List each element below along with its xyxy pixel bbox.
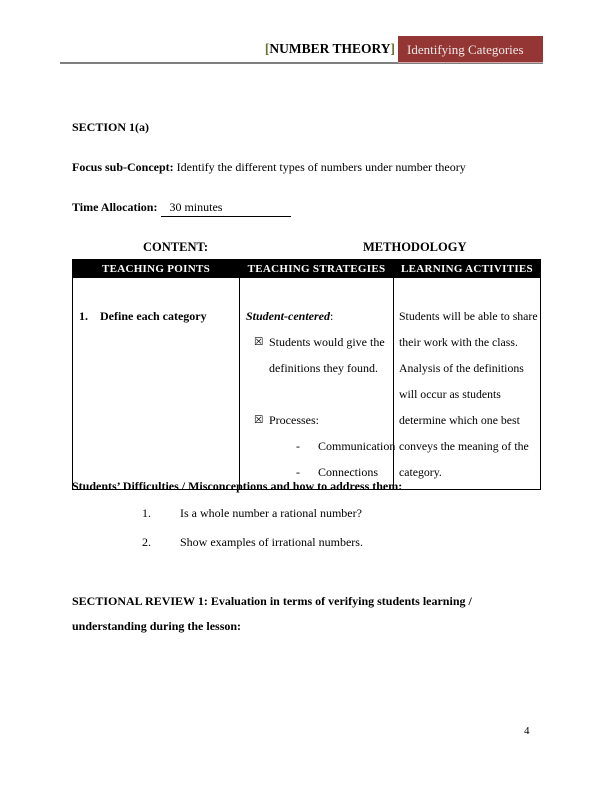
dash-bullet: - xyxy=(296,465,300,479)
time-allocation-label: Time Allocation: xyxy=(72,200,158,214)
difficulty-item-text: Show examples of irrational numbers. xyxy=(180,535,363,549)
dash-bullet: - xyxy=(296,439,300,453)
difficulty-item xyxy=(72,506,542,521)
difficulties-heading: Students’ Difficulties / Misconceptions and how to address them: xyxy=(72,479,403,493)
strategy-item-text: Processes: xyxy=(269,413,319,427)
learning-activities-text: Students will be able to share their work with the class. Analysis of the definitions will occur as students determine which one best conveys the meaning of the category. xyxy=(399,309,538,479)
strategy-bullet-item xyxy=(246,407,388,433)
checkbox-icon: ☒ xyxy=(254,414,264,426)
teaching-point-number: 1. xyxy=(79,309,88,323)
time-allocation-value: 30 minutes xyxy=(169,200,223,214)
checkbox-icon: ☒ xyxy=(254,336,264,348)
focus-text: Identify the different types of numbers under number theory xyxy=(176,160,466,174)
difficulty-item-number: 2. xyxy=(142,535,151,549)
header-bracket-close: ] xyxy=(390,41,395,56)
teaching-point-text: Define each category xyxy=(100,309,207,323)
column-header-learning-activities: LEARNING ACTIVITIES xyxy=(394,260,541,278)
strategy-bullet-item xyxy=(246,329,388,381)
focus-label: Focus sub-Concept: xyxy=(72,160,174,174)
table-row xyxy=(73,278,541,490)
difficulty-item xyxy=(72,535,542,550)
strategies-heading-colon: : xyxy=(330,309,334,323)
difficulty-item-number: 1. xyxy=(142,506,151,520)
sectional-review-text: SECTIONAL REVIEW 1: Evaluation in terms of verifying students learning / understanding during the lesson: xyxy=(72,594,472,633)
table-super-headers xyxy=(72,240,542,258)
teaching-strategies-cell xyxy=(240,278,394,490)
time-allocation-field xyxy=(161,200,291,217)
focus-sub-concept-line xyxy=(72,160,542,175)
time-allocation-line xyxy=(72,200,542,217)
strategies-heading xyxy=(246,303,388,329)
content-label: CONTENT: xyxy=(143,240,209,254)
column-header-teaching-points: TEACHING POINTS xyxy=(73,260,240,278)
difficulty-item-text: Is a whole number a rational number? xyxy=(180,506,362,520)
teaching-points-cell xyxy=(73,278,240,490)
header-bracket-open: [ xyxy=(264,41,270,56)
difficulties-section xyxy=(72,479,542,564)
learning-activities-cell xyxy=(394,278,541,490)
section-title: SECTION 1(a) xyxy=(72,120,150,134)
process-sub-item-text: Communication xyxy=(318,439,396,453)
sectional-review xyxy=(72,589,542,639)
process-sub-item-text: Connections xyxy=(318,465,378,479)
page-number: 4 xyxy=(524,725,530,737)
process-sub-item xyxy=(246,433,396,459)
document-header-title xyxy=(60,40,395,57)
strategies-heading-text: Student-centered xyxy=(246,309,330,323)
column-header-teaching-strategies: TEACHING STRATEGIES xyxy=(240,260,394,278)
strategy-item-text: Students would give the definitions they found. xyxy=(269,335,385,375)
header-badge: Identifying Categories xyxy=(398,36,543,63)
methodology-label: METHODOLOGY xyxy=(363,240,467,254)
table-header-row xyxy=(73,260,541,278)
lesson-plan-table xyxy=(72,259,541,490)
header-title-text: NUMBER THEORY xyxy=(269,41,391,56)
